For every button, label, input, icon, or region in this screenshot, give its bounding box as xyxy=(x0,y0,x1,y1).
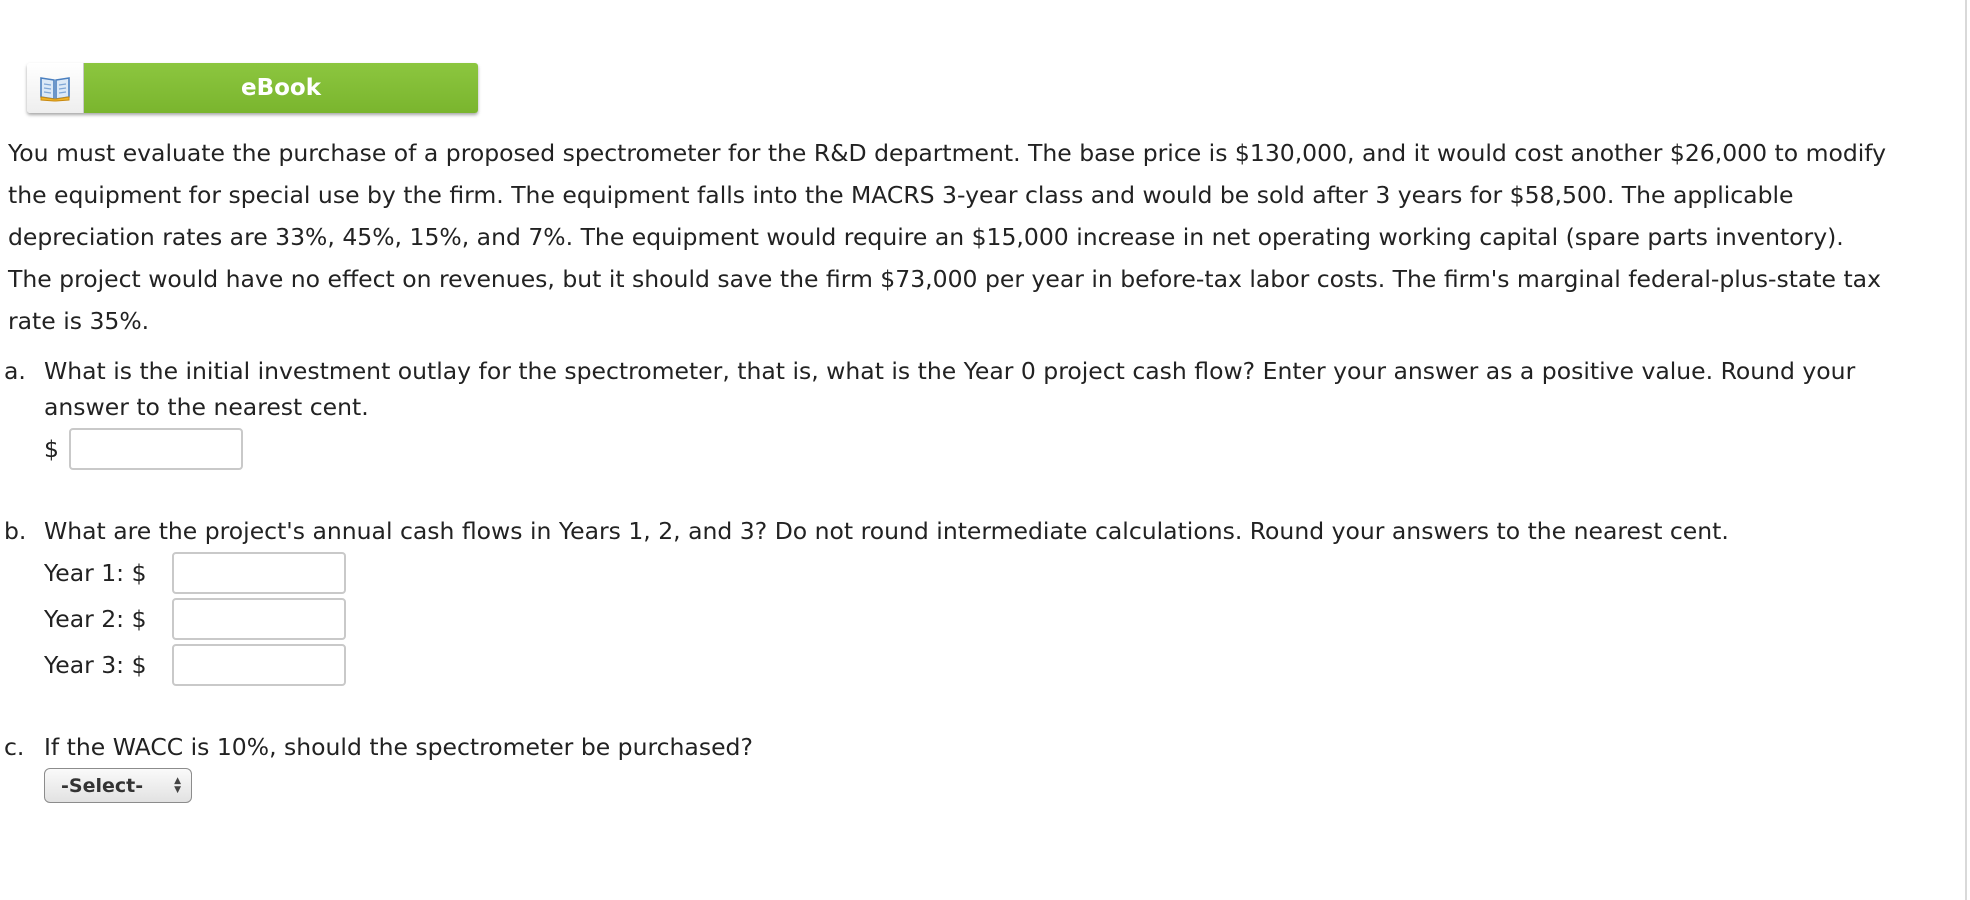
question-a-text-line2: answer to the nearest cent. xyxy=(44,393,369,421)
ebook-label: eBook xyxy=(84,63,478,113)
year-1-cash-flow-input[interactable] xyxy=(172,552,346,594)
question-a-text-line1: What is the initial investment outlay for the spectrometer, that is, what is the Year 0 project cash flow? Enter your answer as a positive value. Round your xyxy=(44,357,1856,385)
year-2-cash-flow-input[interactable] xyxy=(172,598,346,640)
question-b-text: What are the project's annual cash flows in Years 1, 2, and 3? Do not round intermediate calculations. Round your answers to the nearest cent. xyxy=(44,517,1729,545)
page-edge-divider xyxy=(1965,0,1967,900)
open-book-icon xyxy=(38,73,72,103)
year-1-row xyxy=(44,552,346,594)
question-a-answer-row xyxy=(44,428,243,470)
question-c-letter: c. xyxy=(4,733,25,761)
select-arrows-icon: ▲ ▼ xyxy=(174,775,181,795)
year-3-row xyxy=(44,644,346,686)
year-0-cash-flow-input[interactable] xyxy=(69,428,243,470)
question-c-text: If the WACC is 10%, should the spectrometer be purchased? xyxy=(44,733,753,761)
problem-line: The project would have no effect on revenues, but it should save the firm $73,000 per year in before-tax labor costs. The firm's marginal federal-plus-state tax xyxy=(8,265,1881,293)
question-b-letter: b. xyxy=(4,517,27,545)
ebook-button[interactable] xyxy=(27,63,478,113)
problem-line: rate is 35%. xyxy=(8,307,150,335)
year-2-label: Year 2: $ xyxy=(44,605,147,633)
problem-line: the equipment for special use by the firm. The equipment falls into the MACRS 3-year class and would be sold after 3 years for $58,500. The applicable xyxy=(8,181,1794,209)
year-3-cash-flow-input[interactable] xyxy=(172,644,346,686)
year-1-label: Year 1: $ xyxy=(44,559,147,587)
question-a-letter: a. xyxy=(4,357,26,385)
year-2-row xyxy=(44,598,346,640)
question-a xyxy=(0,353,1950,425)
problem-line: You must evaluate the purchase of a proposed spectrometer for the R&D department. The base price is $130,000, and it would cost another $26,000 to modify xyxy=(8,139,1887,167)
select-value: -Select- xyxy=(61,774,144,797)
problem-statement xyxy=(8,132,1958,342)
ebook-icon-container xyxy=(27,63,84,113)
problem-line: depreciation rates are 33%, 45%, 15%, and 7%. The equipment would require an $15,000 increase in net operating working capital (spare parts inventory). xyxy=(8,223,1844,251)
year-3-label: Year 3: $ xyxy=(44,651,147,679)
purchase-decision-select[interactable] xyxy=(44,768,192,803)
question-b xyxy=(0,513,1950,549)
question-c xyxy=(0,729,1950,765)
currency-label: $ xyxy=(44,435,59,463)
